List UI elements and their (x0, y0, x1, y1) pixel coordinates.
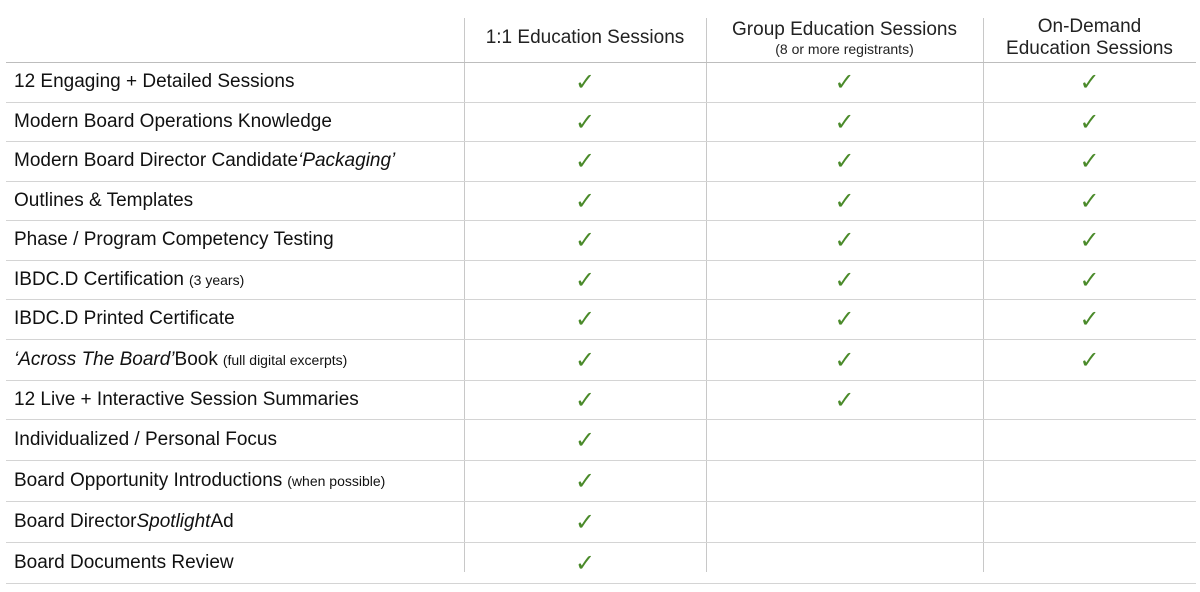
feature-cell (464, 461, 706, 501)
checkmark-icon: ✓ (574, 426, 596, 454)
feature-cell (464, 340, 706, 380)
feature-cell (983, 142, 1196, 181)
feature-label-part: 12 Live + Interactive Session Summaries (14, 388, 359, 410)
table-row (6, 63, 1196, 103)
checkmark-icon: ✓ (834, 186, 855, 215)
feature-label (14, 543, 234, 583)
feature-cell (706, 142, 983, 181)
feature-label-part: ‘Packaging’ (298, 150, 396, 172)
feature-label-part: 12 Engaging + Detailed Sessions (14, 71, 295, 93)
feature-cell (706, 300, 983, 339)
feature-cell (706, 502, 983, 542)
feature-label-part: Phase / Program Competency Testing (14, 229, 334, 251)
checkmark-icon: ✓ (574, 305, 596, 334)
table-row (6, 300, 1196, 340)
feature-cell (464, 103, 706, 142)
feature-cell (464, 543, 706, 583)
table-row (6, 461, 1196, 502)
checkmark-icon: ✓ (574, 147, 596, 176)
checkmark-icon: ✓ (1079, 107, 1100, 136)
checkmark-icon: ✓ (574, 265, 596, 294)
feature-cell (706, 182, 983, 221)
checkmark-icon: ✓ (574, 467, 596, 495)
table-row (6, 543, 1196, 584)
feature-label (14, 420, 277, 460)
feature-cell (706, 381, 983, 420)
table-row (6, 502, 1196, 543)
table-row (6, 381, 1196, 421)
column-header-one-on-one (464, 14, 706, 62)
feature-cell (983, 261, 1196, 300)
checkmark-icon: ✓ (834, 385, 855, 414)
feature-label-part: ‘Across The Board’ (14, 348, 175, 370)
table-body (6, 63, 1196, 584)
feature-label-part: Board Director (14, 511, 137, 532)
feature-label-part: Ad (210, 511, 234, 532)
checkmark-icon: ✓ (834, 226, 855, 255)
table-row (6, 221, 1196, 261)
checkmark-icon: ✓ (574, 186, 596, 215)
feature-cell (983, 381, 1196, 420)
feature-label-part: Board Documents Review (14, 552, 234, 573)
feature-cell (464, 261, 706, 300)
feature-label-part: (3 years) (189, 271, 245, 288)
checkmark-icon: ✓ (1079, 186, 1100, 215)
feature-cell (706, 63, 983, 102)
feature-label (14, 182, 193, 221)
feature-label (14, 63, 294, 102)
feature-label-part: Board Opportunity Introductions (14, 470, 283, 491)
feature-cell (983, 221, 1196, 260)
feature-label-part: (when possible) (287, 473, 386, 489)
checkmark-icon: ✓ (1079, 345, 1100, 374)
feature-label (14, 461, 385, 501)
checkmark-icon: ✓ (834, 68, 855, 97)
checkmark-icon: ✓ (1079, 68, 1100, 97)
feature-label-part: Modern Board Operations Knowledge (14, 110, 332, 132)
feature-cell (706, 420, 983, 460)
feature-cell (983, 461, 1196, 501)
feature-cell (983, 103, 1196, 142)
feature-label (14, 381, 359, 420)
column-header-on-demand (983, 14, 1196, 62)
column-title: 1:1 Education Sessions (485, 27, 685, 48)
feature-cell (706, 261, 983, 300)
table-row (6, 182, 1196, 222)
feature-cell (464, 381, 706, 420)
feature-cell (706, 103, 983, 142)
checkmark-icon: ✓ (834, 265, 855, 294)
column-subtitle: (8 or more registrants) (775, 41, 914, 57)
table-row (6, 103, 1196, 143)
feature-cell (464, 221, 706, 260)
column-header-group (706, 14, 983, 62)
checkmark-icon: ✓ (834, 147, 855, 176)
column-title: On-Demand (1037, 16, 1142, 37)
feature-cell (983, 300, 1196, 339)
feature-cell (706, 221, 983, 260)
checkmark-icon: ✓ (574, 226, 596, 255)
feature-cell (983, 340, 1196, 380)
checkmark-icon: ✓ (574, 345, 596, 374)
checkmark-icon: ✓ (834, 107, 855, 136)
feature-cell (983, 502, 1196, 542)
comparison-table (6, 14, 1196, 584)
column-title: Group Education Sessions (732, 19, 957, 40)
checkmark-icon: ✓ (1079, 147, 1100, 176)
feature-cell (464, 502, 706, 542)
feature-cell (464, 63, 706, 102)
feature-label (14, 300, 235, 339)
feature-cell (706, 461, 983, 501)
feature-label-part: IBDC.D Printed Certificate (14, 308, 235, 330)
feature-cell (464, 420, 706, 460)
column-subtitle: Education Sessions (1006, 38, 1173, 59)
feature-cell (983, 420, 1196, 460)
feature-cell (983, 63, 1196, 102)
table-row (6, 340, 1196, 381)
feature-cell (464, 142, 706, 181)
feature-label-part: Outlines & Templates (14, 189, 194, 211)
feature-cell (983, 543, 1196, 583)
checkmark-icon: ✓ (574, 508, 596, 536)
feature-label (14, 142, 395, 181)
feature-label (14, 261, 244, 300)
checkmark-icon: ✓ (574, 107, 596, 136)
feature-label (14, 502, 234, 542)
feature-label-part: Modern Board Director Candidate (14, 150, 299, 172)
feature-label-part: (full digital excerpts) (222, 351, 348, 368)
checkmark-icon: ✓ (574, 385, 596, 414)
checkmark-icon: ✓ (1079, 226, 1100, 255)
table-header-row (6, 14, 1196, 63)
feature-cell (464, 182, 706, 221)
checkmark-icon: ✓ (1079, 265, 1100, 294)
table-row (6, 261, 1196, 301)
feature-label-part: IBDC.D Certification (14, 268, 184, 290)
feature-label (14, 340, 347, 380)
checkmark-icon: ✓ (1079, 305, 1100, 334)
feature-label-part: Book (174, 348, 218, 370)
table-row (6, 420, 1196, 461)
feature-cell (983, 182, 1196, 221)
feature-label (14, 221, 334, 260)
feature-cell (706, 543, 983, 583)
feature-cell (706, 340, 983, 380)
checkmark-icon: ✓ (574, 68, 596, 97)
feature-cell (464, 300, 706, 339)
checkmark-icon: ✓ (834, 345, 855, 374)
feature-label-part: Individualized / Personal Focus (14, 429, 277, 450)
table-row (6, 142, 1196, 182)
feature-label-part: Spotlight (136, 511, 211, 532)
checkmark-icon: ✓ (834, 305, 855, 334)
checkmark-icon: ✓ (574, 549, 596, 577)
feature-label (14, 103, 332, 142)
